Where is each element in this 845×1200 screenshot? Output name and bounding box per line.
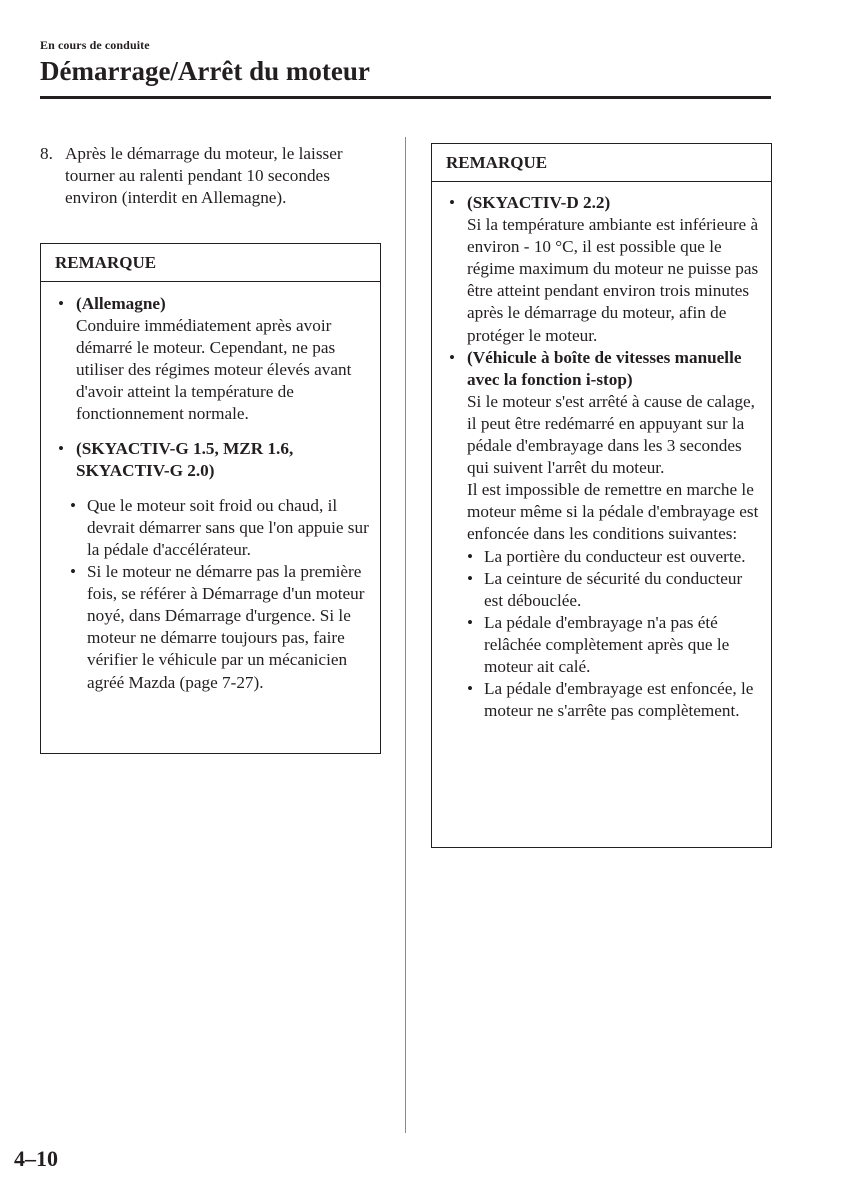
sub-item-text: La pédale d'embrayage est enfoncée, le moteur ne s'arrête pas complètement. bbox=[484, 679, 754, 721]
note-heading: REMARQUE bbox=[41, 244, 380, 282]
bullet: • bbox=[449, 347, 456, 367]
note-item-text: Si la température ambiante est inférieure à environ - 10 °C, il est possible que le régime maximum du moteur ne puisse pas être atteint pendant environ trois minutes après le démarrage du moteur, afin de protéger le moteur. bbox=[467, 215, 759, 345]
note-item-skyactiv-g bbox=[54, 438, 370, 694]
sub-item bbox=[467, 568, 761, 612]
bullet: • bbox=[58, 438, 65, 458]
bullet: • bbox=[70, 495, 77, 515]
step-8 bbox=[40, 143, 385, 209]
bullet: • bbox=[467, 546, 474, 566]
note-item-text: Si le moteur s'est arrêté à cause de calage, il peut être redémarré en appuyant sur la pédale d'embrayage dans les 3 secondes qui suivent l'arrêt du moteur. bbox=[467, 391, 755, 478]
note-item-title: (Véhicule à boîte de vitesses manuelle avec la fonction i-stop) bbox=[467, 347, 742, 389]
bullet: • bbox=[58, 294, 65, 313]
bullet: • bbox=[467, 612, 474, 632]
note-item-skyactiv-d bbox=[445, 192, 761, 347]
sub-item-text: La portière du conducteur est ouverte. bbox=[484, 546, 746, 566]
bullet: • bbox=[467, 679, 474, 699]
sub-item-text: La pédale d'embrayage n'a pas été relâchée complètement après que le moteur ait calé. bbox=[484, 612, 730, 676]
page-title: Démarrage/Arrêt du moteur bbox=[40, 56, 370, 86]
note-item-title: (Allemagne) bbox=[76, 294, 166, 313]
note-item-germany bbox=[54, 293, 370, 426]
step-number: 8. bbox=[40, 144, 53, 163]
bullet: • bbox=[467, 568, 474, 588]
sub-item bbox=[70, 495, 370, 561]
note-item-i-stop bbox=[445, 347, 761, 723]
sub-item bbox=[70, 561, 370, 694]
sub-item bbox=[467, 678, 761, 722]
sub-item bbox=[467, 546, 761, 568]
bullet: • bbox=[70, 562, 77, 582]
sub-item-text: La ceinture de sécurité du conducteur est débouclée. bbox=[484, 568, 743, 610]
note-body bbox=[41, 282, 380, 694]
sub-item-text: Si le moteur ne démarre pas la première fois, se référer à Démarrage d'un moteur noyé, dans Démarrage d'urgence. Si le moteur ne démarre toujours pas, faire vérifier le véhicule par un mécanicien agréé Mazda (page 7-27). bbox=[87, 562, 365, 692]
sub-item bbox=[467, 612, 761, 678]
note-box-right bbox=[431, 143, 772, 848]
note-item-text: Il est impossible de remettre en marche le moteur même si la pédale d'embrayage est enfoncée dans les conditions suivantes: bbox=[467, 480, 759, 544]
note-box-left bbox=[40, 243, 381, 754]
note-item-text: Conduire immédiatement après avoir démarré le moteur. Cependant, ne pas utiliser des régimes moteur élevés avant d'avoir atteint la température de fonctionnement normale. bbox=[76, 316, 352, 424]
note-heading: REMARQUE bbox=[432, 144, 771, 182]
page-number: 4–10 bbox=[14, 1146, 58, 1171]
note-item-title: (SKYACTIV-G 1.5, MZR 1.6, SKYACTIV-G 2.0) bbox=[76, 438, 294, 480]
bullet: • bbox=[449, 193, 456, 212]
note-item-title: (SKYACTIV-D 2.2) bbox=[467, 193, 611, 212]
step-text: Après le démarrage du moteur, le laisser tourner au ralenti pendant 10 secondes environ (interdit en Allemagne). bbox=[65, 144, 343, 208]
sub-item-text: Que le moteur soit froid ou chaud, il devrait démarrer sans que l'on appuie sur la pédale d'accélérateur. bbox=[87, 495, 369, 559]
column-divider bbox=[405, 137, 406, 1133]
header-rule bbox=[40, 96, 771, 99]
note-body bbox=[432, 182, 771, 722]
section-label: En cours de conduite bbox=[40, 38, 150, 52]
